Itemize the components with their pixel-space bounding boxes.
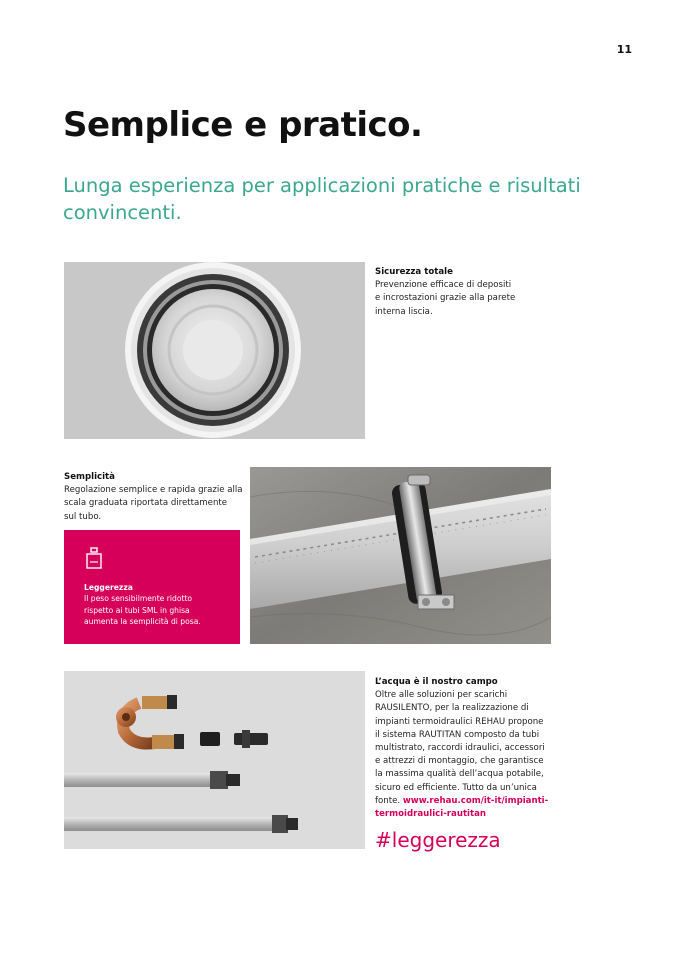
pipe-cross-section-image [64,262,365,439]
feature-line: il sistema RAUTITAN composto da tubi [375,729,540,740]
feature-line: Oltre alle soluzioni per scarichi [375,690,508,701]
feature-line: aumenta la semplicità di posa. [84,617,201,627]
feature-line: e incrostazioni grazie alla parete [375,293,516,304]
page-subtitle: Lunga esperienza per applicazioni pratiche e risultati convincenti. [63,174,581,224]
feature-line: sul tubo. [64,511,102,522]
leggerezza-box [64,530,240,644]
feature-line: rispetto ai tubi SML in ghisa [84,605,190,615]
feature-heading: Semplicità [64,472,115,482]
hashtag: #leggerezza [375,828,501,852]
feature-line: RAUSILENTO, per la realizzazione di [375,703,529,714]
feature-text: fonte. [375,795,401,806]
feature-line: e attrezzi di montaggio, che garantisce [375,756,544,767]
feature-heading: L’acqua è il nostro campo [375,677,498,687]
page-number: 11 [616,43,632,56]
feature-line: multistrato, raccordi idraulici, accessori [375,743,545,754]
feature-line: scala graduata riportata direttamente [64,498,228,509]
weight-icon [85,547,103,569]
feature-acqua [375,676,555,821]
page-title: Semplice e pratico. [63,105,423,145]
feature-line: la massima qualità dell’acqua potabile, [375,769,544,780]
feature-heading: Sicurezza totale [375,267,453,277]
rehau-link[interactable]: www.rehau.com/it-it/impianti- [402,795,549,806]
feature-line: impianti termoidraulici REHAU propone [375,716,544,727]
fittings-image [64,671,365,849]
feature-line: Il peso sensibilmente ridotto [84,594,193,604]
feature-semplicita [64,471,244,524]
rehau-link-continued[interactable]: termoidraulici-rautitan [375,809,487,820]
feature-sicurezza [375,266,545,319]
pipe-clamp-image [250,467,551,644]
feature-line: sicuro ed efficiente. Tutto da un’unica [375,782,537,793]
feature-line-with-link [375,795,555,808]
feature-line: Prevenzione efficace di depositi [375,280,512,291]
feature-heading: Leggerezza [84,583,133,592]
feature-line: interna liscia. [375,306,433,317]
feature-line: Regolazione semplice e rapida grazie alla [64,485,243,496]
